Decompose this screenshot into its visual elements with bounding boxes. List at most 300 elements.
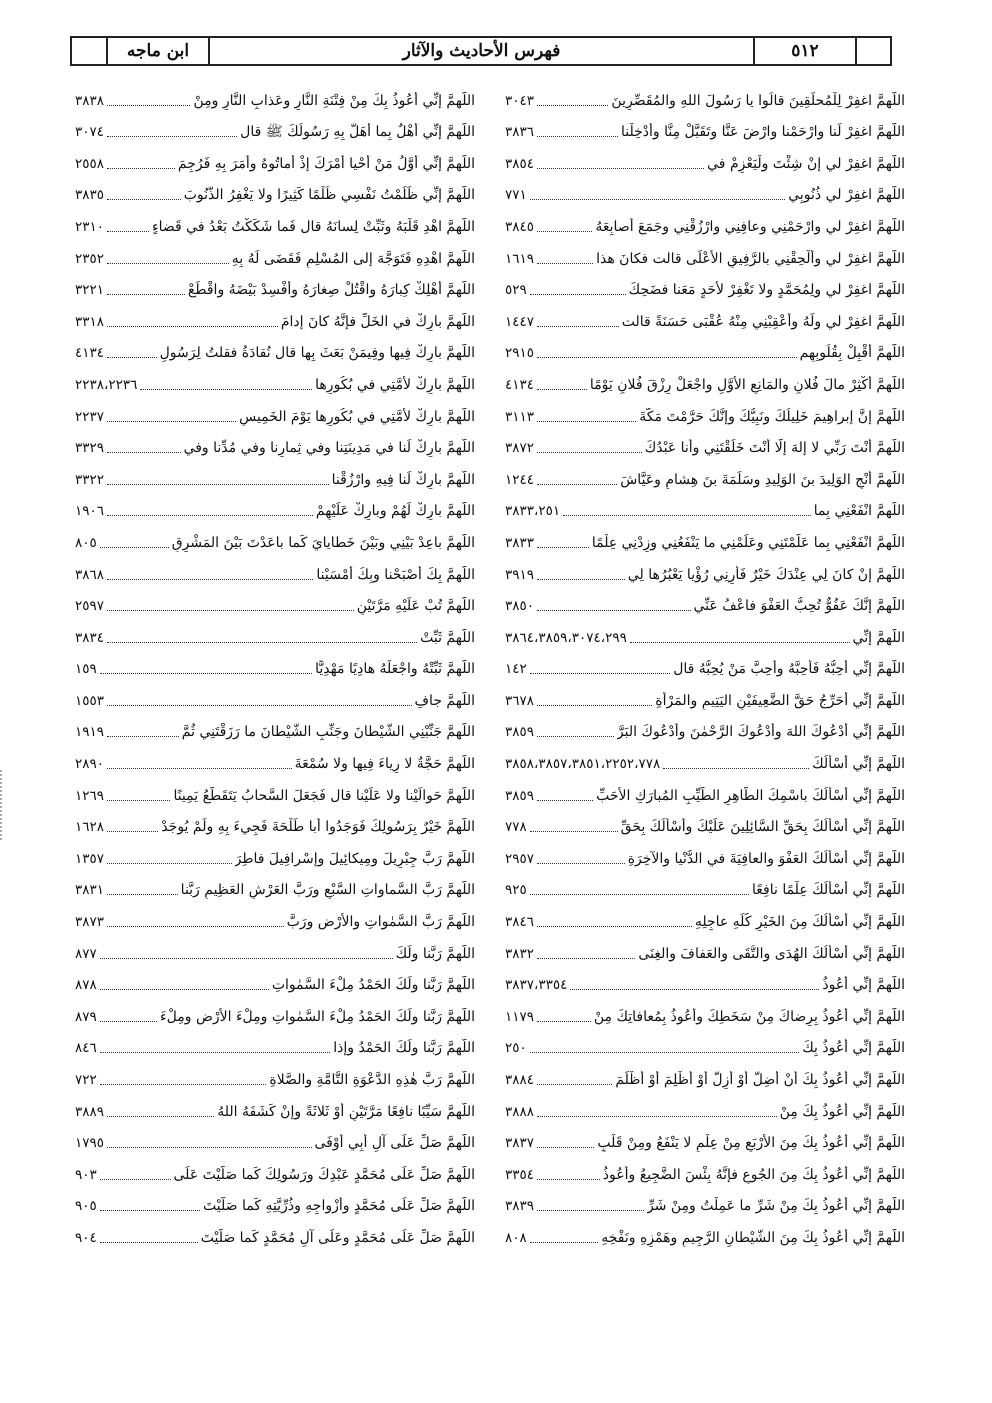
dot-leader [530,199,785,200]
dot-leader [107,863,232,864]
index-entry [505,520,905,552]
hadith-text: اللَّهمَّ بارِكْ لَنا فِيهِ وارْزُقْنا [331,471,475,488]
hadith-number: ٣٨٥٤ [505,155,535,172]
dot-leader [537,1084,612,1085]
hadith-text: اللَّهمَّ باعِدْ بَيْنِي وبَيْنَ خَطايايَ كَما باعَدْتَ بَيْنَ المَشْرِقِ [171,534,475,551]
index-entry [505,963,905,995]
hadith-text: اللَّهمَّ إنِّي أَعُوذُ بِكَ مِنَ الجُوعِ فإنَّهُ بِئْسَ الضَّجِيعُ وأَعُوذُ [602,1166,905,1183]
hadith-text: اللَّهمَّ إنِّي أَسْأَلُكَ العَفْوَ والعافِيَةَ في الدُّنْيا والآخِرَةِ [627,850,905,867]
index-entry [505,78,905,110]
hadith-number: ٢٥٠ [505,1040,527,1057]
dot-leader [107,484,329,485]
hadith-number: ١٩١٩ [75,724,105,741]
index-entry [75,963,475,995]
dot-leader [537,105,608,106]
hadith-text: اللَّهمَّ إنِّي أَعُوذُ بِكَ مِنْ شَرِّ ما عَمِلْتُ ومِنْ شَرِّ [646,1198,905,1215]
index-entry [75,394,475,426]
hadith-number: ١٥٩ [75,661,97,678]
hadith-number: ٣٣١٨ [75,313,105,330]
index-entry [75,1215,475,1247]
dot-leader [100,958,393,959]
index-entry [75,1089,475,1121]
dot-leader [530,831,618,832]
dot-leader [537,926,692,927]
index-entry [75,741,475,773]
hadith-text: اللَّهمَّ انْفَعْنِي بِما [813,503,905,520]
hadith-number: ٣٨٨٩ [75,1103,105,1120]
hadith-text: اللَّهمَّ إنَّكَ عَفُوٌّ تُحِبُّ العَفْوَ فاعْفُ عَنِّي [693,598,905,615]
hadith-text: اللَّهمَّ إنْ كانَ لِي عِنْدَكَ خَيْرٌ فَأَرِنِي رُؤْيا يَعْبُرُها لِي [627,566,905,583]
hadith-number: ٣٨٦٤،٣٨٥٩،٣٠٧٤،٢٩٩ [505,629,627,646]
index-entry [75,78,475,110]
hadith-text: اللَّهمَّ سَيِّبًا نافِعًا مَرَّتَيْنِ أَوْ ثَلاثَةً وإنْ كَشَفَهُ اللهُ [217,1103,475,1120]
hadith-number: ٣٨٣٤ [75,629,105,646]
index-entry [505,141,905,173]
index-entry [505,1121,905,1153]
index-entry [75,489,475,521]
hadith-number: ٣٢٢١ [75,282,105,299]
hadith-number: ١٢٤٤ [505,471,535,488]
hadith-text: اللَّهمَّ إنِّي أَعُوذُ بِكَ أَنْ أَضِلَّ أَوْ أَزِلَّ أَوْ أَظْلِمَ أَوْ أُظْلَمَ [615,1072,905,1088]
dot-leader [107,452,181,453]
dot-leader [630,642,850,643]
index-entry [75,584,475,616]
header-blank-left [72,38,106,64]
hadith-number: ١٤٢ [505,661,527,678]
hadith-number: ٣٨٣٨ [75,92,105,109]
hadith-text: اللَّهمَّ ثَبِّتْهُ واجْعَلْهُ هادِيًا مَهْدِيًّا [315,661,475,678]
page-header [70,36,892,66]
index-entry [75,426,475,458]
dot-leader [537,1147,594,1148]
dot-leader [530,894,749,895]
index-entry [505,994,905,1026]
dot-leader [107,642,417,643]
hadith-number: ٣٨٧٢ [505,440,535,457]
dot-leader [107,926,284,927]
hadith-text: اللَّهمَّ إنِّي ظَلَمْتُ نَفْسِي ظُلْمًا كَثِيرًا ولا يَغْفِرُ الذُّنُوبَ [183,187,475,204]
hadith-number: ٣٣٢٩ [75,440,105,457]
index-entry [505,836,905,868]
index-entry [75,362,475,394]
index-entry [505,647,905,679]
hadith-number: ٣٨٨٨ [505,1103,535,1120]
hadith-number: ١٩٠٦ [75,503,105,520]
hadith-text: اللَّهمَّ إنِّي أَدْعُوكَ اللهَ وأَدْعُوكَ الرَّحْمٰنَ وأَدْعُوكَ البَرَّ [616,724,905,741]
index-columns [75,78,905,1278]
hadith-number: ١٤٤٧ [505,313,535,330]
hadith-number: ١١٧٩ [505,1008,535,1025]
hadith-text: اللَّهمَّ إنِّي أَسْأَلُكَ باسْمِكَ الطَّاهِرِ الطَّيِّبِ المُبارَكِ الأَحَبِّ [596,787,905,804]
index-entry [505,741,905,773]
index-entry [75,552,475,584]
index-entry [505,1057,905,1089]
dot-leader [537,168,704,169]
dot-leader [107,105,190,106]
hadith-text: اللَّهمَّ رَبَّنا ولَكَ الحَمْدُ وإذا [333,1040,475,1057]
hadith-number: ٩٢٥ [505,882,527,899]
dot-leader [140,389,312,390]
dot-leader [537,231,592,232]
dot-leader [100,1021,157,1022]
hadith-text: اللَّهمَّ خَيْرٌ بِرَسُولِكَ فَوَجَدُوا أَبا طَلْحَةَ فَجِيءَ بِهِ ولَمْ يُوجَدْ [161,819,475,836]
dot-leader [107,894,178,895]
index-entry [505,1215,905,1247]
index-entry [505,710,905,742]
hadith-number: ٣٨٣٧،٣٣٥٤ [505,977,568,994]
hadith-text: اللَّهمَّ بارِكْ فِيها وفِيمَنْ بَعَثَ بِها قال نُقادَةُ فقلتُ لِرَسُولِ [159,345,475,362]
hadith-text: اللَّهمَّ إنِّي أَعُوذُ بِكَ مِنْ [779,1103,905,1120]
index-entry [75,805,475,837]
hadith-number: ٢٢٣٧ [75,408,105,425]
hadith-text: اللَّهمَّ اغفِرْ لِلْمُحلِّقِينَ قالُوا يا رَسُولَ اللهِ والمُقَصِّرِينَ [611,92,905,109]
index-entry [75,457,475,489]
hadith-text: اللَّهمَّ إنِّي أَعُوذُ بِكَ مِنْ فِتْنَةِ النَّارِ وعَذابِ النَّارِ ومِنْ [193,92,475,109]
index-entry [75,836,475,868]
dot-leader [537,263,593,264]
margin-mark [0,770,10,840]
index-entry [75,994,475,1026]
index-entry [75,868,475,900]
dot-leader [107,768,292,769]
dot-leader [100,1052,330,1053]
hadith-number: ٣٨٣٢ [505,945,535,962]
dot-leader [107,610,354,611]
hadith-number: ٣٨٦٨ [75,566,105,583]
hadith-number: ٨٧٩ [75,1008,97,1025]
hadith-number: ٣٨٥٠ [505,598,535,615]
hadith-text: اللَّهمَّ إنِّي [852,629,905,646]
dot-leader [107,1116,214,1117]
hadith-text: اللَّهمَّ اهْدِ قَلْبَهُ وثَبِّتْ لِسانَهُ قال فَما شَكَكْتُ بَعْدُ في قَضاءٍ [152,218,475,235]
hadith-number: ٢٩١٥ [505,345,535,362]
index-entry [505,552,905,584]
hadith-text: اللَّهمَّ رَبَّ السَّماواتِ السَّبْعِ ورَبَّ العَرْشِ العَظِيمِ رَبَّنا [180,882,475,899]
hadith-text: اللَّهمَّ إنِّي أُحِبُّهُ فَأَحِبَّهُ وأَحِبَّ مَنْ يُحِبُّهُ قال [673,661,905,678]
index-entry [75,615,475,647]
dot-leader [530,294,626,295]
index-entry [75,710,475,742]
dot-leader [537,136,618,137]
hadith-number: ٨٧٧ [75,945,97,962]
hadith-number: ٣٨٤٥ [505,218,535,235]
hadith-text: اللَّهمَّ بارِكْ لَنا في مَدِينَتِنا وفي ثِمارِنا وفي مُدِّنا وفي [183,440,475,457]
book-title: ابن ماجه [106,38,208,64]
hadith-text: اللَّهمَّ اغفِرْ لي إنْ شِئْتَ ولْيَعْزِمْ في [707,155,905,172]
index-entry [75,268,475,300]
hadith-number: ٢٥٥٨ [75,155,105,172]
index-entry [505,268,905,300]
dot-leader [563,515,811,516]
hadith-number: ٣٨٥٨،٣٨٥٧،٣٨٥١،٢٢٥٢،٧٧٨ [505,756,661,773]
hadith-number: ٣٠٤٣ [505,92,535,109]
index-entry [505,1184,905,1216]
hadith-text: اللَّهمَّ إنِّي أَسْأَلُكَ [812,756,905,773]
index-entry [505,1026,905,1058]
dot-leader [537,579,625,580]
hadith-number: ٣٨٥٩ [505,724,535,741]
hadith-number: ١٧٩٥ [75,1135,105,1152]
hadith-number: ٢٣٥٢ [75,250,105,267]
hadith-text: اللَّهمَّ صَلِّ عَلَى مُحَمَّدٍ وعَلَى آلِ مُحَمَّدٍ كَما صَلَّيْتَ [200,1229,475,1246]
hadith-text: اللَّهمَّ إنِّي أَعُوذُ بِكَ مِنَ الشَّيْطانِ الرَّجِيمِ وهَمْزِهِ ونَفْخِهِ [601,1229,905,1246]
hadith-number: ٩٠٣ [75,1166,97,1183]
index-entry [505,362,905,394]
hadith-number: ٧٧١ [505,187,527,204]
dot-leader [537,1179,600,1180]
hadith-number: ١٦٢٨ [75,819,105,836]
hadith-number: ١٣٥٧ [75,850,105,867]
hadith-number: ٣٦٧٨ [505,692,535,709]
hadith-text: اللَّهمَّ اغفِرْ لي وارْحَمْنِي وعافِنِي وارْزُقْنِي وجَمَعَ أَصابِعَهُ [595,218,905,235]
dot-leader [663,768,809,769]
index-entry [75,110,475,142]
hadith-text: اللَّهمَّ إنِّي أَعُوذُ بِكَ [802,1040,905,1057]
index-entry [505,331,905,363]
hadith-number: ٤١٣٤ [505,376,535,393]
index-entry [75,931,475,963]
dot-leader [107,800,170,801]
hadith-text: اللَّهمَّ حَجَّةٌ لا رِياءَ فِيها ولا سُمْعَةَ [294,756,475,773]
hadith-text: اللَّهمَّ تُبْ عَلَيْهِ مَرَّتَيْنِ [356,598,475,615]
index-entry [505,868,905,900]
index-entry [75,520,475,552]
hadith-text: اللَّهمَّ أَهْلِكْ كِبارَهُ واقْتُلْ صِغارَهُ وأَفْسِدْ بَيْضَهُ واقْطَعْ [187,282,475,299]
dot-leader [537,610,691,611]
hadith-text: اللَّهمَّ حَوالَيْنا ولا عَلَيْنا قال فَجَعَلَ السَّحابُ يَتَقَطَّعُ يَمِينًا [173,787,475,804]
index-entry [505,426,905,458]
index-entry [505,931,905,963]
dot-leader [537,800,593,801]
dot-leader [537,452,642,453]
index-entry [505,1089,905,1121]
hadith-number: ٣٨٨٤ [505,1072,535,1088]
header-blank-right [855,38,890,64]
hadith-text: اللَّهمَّ بارِكْ لأُمَّتِي في بُكُورِها يَوْمَ الخَمِيسِ [239,408,475,425]
hadith-number: ٣٨٣٧ [505,1135,535,1152]
hadith-text: اللَّهمَّ اغفِرْ لي وأَلْحِقْنِي بالرَّفِيقِ الأَعْلَى قالت فكانَ هذا [596,250,905,267]
dot-leader [107,294,185,295]
hadith-number: ٨٠٨ [505,1229,527,1246]
index-entry [75,1152,475,1184]
index-entry [505,110,905,142]
index-entry [75,1026,475,1058]
hadith-number: ٨٠٥ [75,534,97,551]
index-entry [505,615,905,647]
hadith-number: ٢٨٩٠ [75,756,105,773]
dot-leader [537,736,614,737]
dot-leader [537,357,797,358]
hadith-text: اللَّهمَّ إنِّي أَسْأَلُكَ عِلْمًا نافِعًا [752,882,905,899]
hadith-number: ٣٣٢٢ [75,471,105,488]
hadith-text: اللَّهمَّ رَبَّنا ولَكَ الحَمْدُ مِلْءَ السَّمٰواتِ ومِلْءَ الأَرْضِ ومِلْءَ [160,1008,475,1025]
dot-leader [107,326,278,327]
hadith-text: اللَّهمَّ أَقْبِلْ بِقُلُوبِهِم [799,345,905,362]
hadith-text: اللَّهمَّ إنِّي أَعُوذُ [822,977,905,994]
dot-leader [107,199,181,200]
hadith-text: اللَّهمَّ رَبَّ السَّمٰواتِ والأَرْضِ ورَبَّ [286,914,475,931]
hadith-number: ٢٩٥٧ [505,850,535,867]
hadith-number: ٣١١٣ [505,408,535,425]
hadith-number: ٢٢٣٨،٢٢٣٦ [75,376,138,393]
dot-leader [107,231,149,232]
hadith-text: اللَّهمَّ رَبَّنا ولَكَ الحَمْدُ مِلْءَ السَّمٰواتِ [271,977,475,994]
index-entry [75,204,475,236]
hadith-number: ١٦١٩ [505,250,535,267]
hadith-text: اللَّهمَّ إنِّي أُحَرِّجُ حَقَّ الضَّعِيفَيْنِ اليَتِيمِ والمَرْأَةِ [655,692,905,709]
dot-leader [530,1052,799,1053]
dot-leader [100,1242,198,1243]
index-entry [75,899,475,931]
hadith-number: ٥٢٩ [505,282,527,299]
hadith-text: اللَّهمَّ اغفِرْ لي ذُنُوبِي [788,187,905,204]
hadith-number: ٣٨٣٣،٢٥١ [505,503,561,520]
dot-leader [107,705,412,706]
index-entry [505,173,905,205]
dot-leader [100,1210,200,1211]
index-entry [75,1184,475,1216]
index-entry [75,236,475,268]
index-entry [505,678,905,710]
hadith-number: ٨٧٨ [75,977,97,994]
index-entry [505,805,905,837]
hadith-text: اللَّهمَّ رَبَّ هٰذِهِ الدَّعْوَةِ التَّامَّةِ والصَّلاةِ [269,1072,475,1088]
dot-leader [537,389,587,390]
left-column [75,78,475,1278]
hadith-number: ٣٨٣٩ [505,1198,535,1215]
dot-leader [570,989,819,990]
hadith-text: اللَّهمَّ بارِكْ في الخَلِّ فإنَّهُ كانَ إدامَ [280,313,475,330]
index-entry [505,584,905,616]
index-entry [505,773,905,805]
hadith-number: ٢٥٩٧ [75,598,105,615]
hadith-text: اللَّهمَّ اغفِرْ لي ولَهُ وأَعْقِبْنِي مِنْهُ عُقْبَى حَسَنَةً قالت [621,313,905,330]
dot-leader [537,1210,644,1211]
dot-leader [107,1147,311,1148]
hadith-text: اللَّهمَّ إنِّي أَهْلٌ بِما أَهَلَّ بِهِ رَسُولُكَ ﷺ قال [240,124,475,141]
page-title: فهرس الأحاديث والآثار [208,38,753,64]
hadith-text: اللَّهمَّ جَنِّبْنِي الشَّيْطانَ وجَنِّبِ الشَّيْطانَ ما رَزَقْتَنِي ثُمَّ [181,724,475,741]
index-entry [505,899,905,931]
dot-leader [100,673,312,674]
hadith-text: اللَّهمَّ إنِّي أَسْأَلُكَ بِحَقِّ السَّائِلِينَ عَلَيْكَ وأَسْأَلُكَ بِحَقِّ [620,819,905,836]
hadith-text: اللَّهمَّ أَنْتَ رَبِّي لا إلهَ إلَّا أَنْتَ خَلَقْتَنِي وأَنا عَبْدُكَ [644,440,905,457]
index-entry [75,173,475,205]
index-entry [75,678,475,710]
dot-leader [530,1242,599,1243]
dot-leader [107,579,313,580]
hadith-number: ٩٠٥ [75,1198,97,1215]
hadith-number: ٣٣٥٤ [505,1166,535,1183]
index-entry [505,394,905,426]
dot-leader [100,1179,171,1180]
hadith-text: اللَّهمَّ صَلِّ عَلَى مُحَمَّدٍ عَبْدِكَ ورَسُولِكَ كَما صَلَّيْتَ عَلَى [173,1166,475,1183]
hadith-text: اللَّهمَّ أَكْثِرْ مالَ فُلانٍ والمَانِعِ الأَوَّلِ واجْعَلْ رِزْقَ فُلانٍ يَوْمًا [589,376,905,393]
hadith-text: اللَّهمَّ بارِكْ لَهُمْ وبارِكْ عَلَيْهِمْ [315,503,475,520]
hadith-number: ٣٨٣١ [75,882,105,899]
hadith-text: اللَّهمَّ إنِّي أَعُوذُ بِكَ مِنَ الأَرْبَعِ مِنْ عِلْمٍ لا يَنْفَعُ ومِنْ قَلْبٍ [597,1135,905,1152]
dot-leader [107,831,158,832]
dot-leader [537,958,635,959]
index-entry [505,299,905,331]
dot-leader [100,547,169,548]
right-column [505,78,905,1278]
hadith-text: اللَّهمَّ إنَّ إبراهِيمَ خَلِيلُكَ ونَبِيُّكَ وإنَّكَ حَرَّمْتَ مَكَّةَ [639,408,905,425]
hadith-text: اللَّهمَّ اغفِرْ لي ولِمُحَمَّدٍ ولا تَغْفِرْ لأَحَدٍ مَعَنا فضَحِكَ [628,282,905,299]
hadith-number: ٣٨٧٣ [75,914,105,931]
hadith-text: اللَّهمَّ ثَبِّتْ [420,629,475,646]
hadith-number: ٣٩١٩ [505,566,535,583]
dot-leader [537,1021,591,1022]
hadith-number: ٨٤٦ [75,1040,97,1057]
dot-leader [107,736,179,737]
dot-leader [537,705,652,706]
index-entry [75,647,475,679]
dot-leader [107,263,229,264]
dot-leader [537,326,619,327]
dot-leader [107,421,236,422]
index-entry [505,1152,905,1184]
hadith-text: اللَّهمَّ إنِّي أَوَّلُ مَنْ أَحْيا أَمْرَكَ إذْ أَماتُوهُ وأَمَرَ بِهِ فَرُجِمَ [177,155,475,172]
dot-leader [537,547,589,548]
hadith-number: ٣٨٣٥ [75,187,105,204]
hadith-number: ٣٨٥٩ [505,787,535,804]
index-entry [75,331,475,363]
hadith-number: ٧٧٨ [505,819,527,836]
hadith-text: اللَّهمَّ اغفِرْ لَنا وارْحَمْنا وارْضَ عَنَّا وتَقَبَّلْ مِنَّا وأَدْخِلْنا [621,124,905,141]
hadith-text: اللَّهمَّ اهْدِهِ فَتَوَجَّهَ إلى المُسْلِمِ فَقَضَى لَهُ بِهِ [231,250,475,267]
dot-leader [537,863,625,864]
hadith-text: اللَّهمَّ رَبَّ جِبْرِيلَ ومِيكائِيلَ وإسْرافِيلَ فاطِرَ [234,850,475,867]
hadith-text: اللَّهمَّ بارِكْ لأُمَّتِي في بُكُورِها [315,376,475,393]
hadith-number: ١٥٥٣ [75,692,105,709]
hadith-number: ١٢٦٩ [75,787,105,804]
hadith-number: ٣٠٧٤ [75,124,105,141]
hadith-number: ٢٣١٠ [75,218,105,235]
hadith-number: ٤١٣٤ [75,345,105,362]
hadith-text: اللَّهمَّ أَنْجِ الوَلِيدَ بنَ الوَلِيدِ وسَلَمَةَ بنَ هِشامٍ وعَيَّاشَ [620,471,905,488]
dot-leader [107,168,175,169]
index-entry [75,141,475,173]
hadith-text: اللَّهمَّ إنِّي أَعُوذُ بِرِضاكَ مِنْ سَخَطِكَ وأَعُوذُ بِمُعافاتِكَ مِنْ [593,1008,905,1025]
dot-leader [107,515,313,516]
index-entry [505,236,905,268]
hadith-number: ٣٨٣٣ [505,534,535,551]
hadith-text: اللَّهمَّ رَبَّنا ولَكَ [395,945,475,962]
hadith-text: اللَّهمَّ انْفَعْنِي بِما عَلَّمْتَنِي وعَلِّمْنِي ما يَنْفَعُنِي وزِدْنِي عِلْمًا [591,534,905,551]
index-entry [75,1121,475,1153]
index-entry [75,773,475,805]
index-entry [505,457,905,489]
hadith-number: ٣٨٣٦ [505,124,535,141]
dot-leader [107,136,237,137]
index-entry [505,489,905,521]
dot-leader [537,421,636,422]
hadith-number: ٧٢٢ [75,1072,97,1088]
index-entry [505,204,905,236]
index-entry [75,1057,475,1089]
hadith-text: اللَّهمَّ صَلِّ عَلَى مُحَمَّدٍ وأَزْواجِهِ وذُرِّيَّتِهِ كَما صَلَّيْتَ [203,1198,475,1215]
hadith-number: ٣٨٤٦ [505,914,535,931]
dot-leader [537,484,617,485]
dot-leader [100,1084,267,1085]
hadith-text: اللَّهمَّ إنِّي أَسْأَلُكَ مِنَ الخَيْرِ كُلِّهِ عاجِلِهِ [694,914,905,931]
dot-leader [100,989,269,990]
dot-leader [537,1116,777,1117]
hadith-number: ٩٠٤ [75,1229,97,1246]
hadith-text: اللَّهمَّ جافِ [414,692,475,709]
dot-leader [530,673,670,674]
